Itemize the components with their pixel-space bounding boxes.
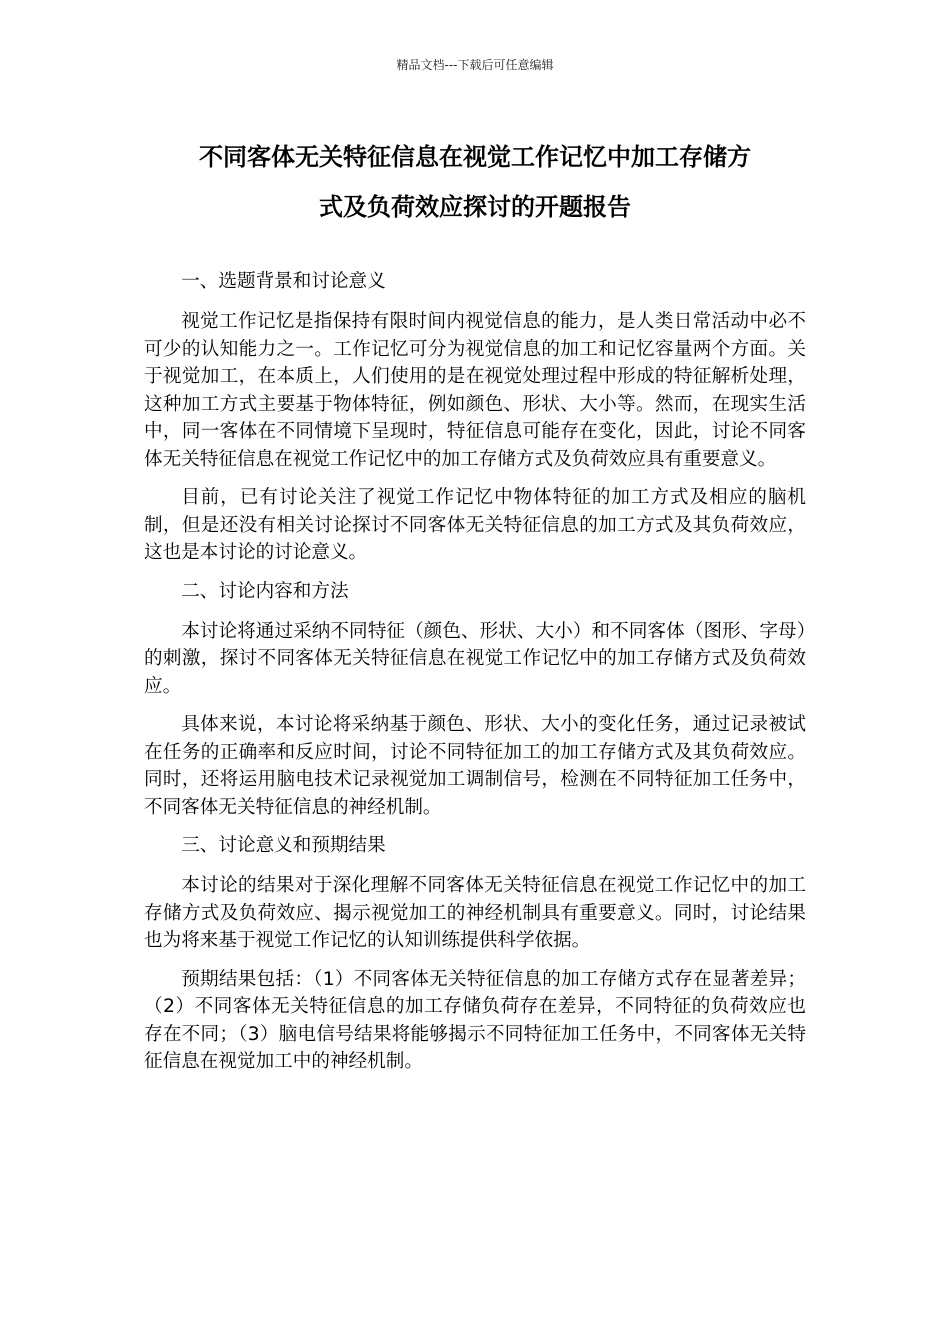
document-title xyxy=(120,132,830,232)
section-heading-significance-results: 三、讨论意义和预期结果 xyxy=(181,835,386,856)
section-heading-content-methods: 二、讨论内容和方法 xyxy=(181,580,349,602)
paragraph: 目前，已有讨论关注了视觉工作记忆中物体特征的加工方式及相应的脑机制，但是还没有相关讨论探讨不同客体无关特征信息的加工方式及其负荷效应，这也是本讨论的讨论意义。 xyxy=(144,487,806,563)
paragraph: 本讨论将通过采纳不同特征（颜色、形状、大小）和不同客体（图形、字母）的刺激，探讨不同客体无关特征信息在视觉工作记忆中的加工存储方式及负荷效应。 xyxy=(144,620,806,697)
title-line-2: 式及负荷效应探讨的开题报告 xyxy=(319,193,631,221)
paragraph: 预期结果包括：（1）不同客体无关特征信息的加工存储方式存在显著差异；（2）不同客体无关特征信息的加工存储负荷存在差异，不同特征的负荷效应也存在不同；（3）脑电信号结果将能够揭示不同特征加工任务中，不同客体无关特征信息在视觉加工中的神经机制。 xyxy=(144,968,806,1072)
paragraph: 具体来说，本讨论将采纳基于颜色、形状、大小的变化任务，通过记录被试在任务的正确率和反应时间，讨论不同特征加工的加工存储方式及其负荷效应。同时，还将运用脑电技术记录视觉加工调制信号，检测在不同特征加工任务中，不同客体无关特征信息的神经机制。 xyxy=(144,714,806,818)
paragraph: 本讨论的结果对于深化理解不同客体无关特征信息在视觉工作记忆中的加工存储方式及负荷效应、揭示视觉加工的神经机制具有重要意义。同时，讨论结果也为将来基于视觉工作记忆的认知训练提供科学依据。 xyxy=(144,875,806,951)
title-line-1: 不同客体无关特征信息在视觉工作记忆中加工存储方 xyxy=(199,143,751,171)
header-note: 精品文档---下载后可任意编辑 xyxy=(396,58,554,72)
document-body xyxy=(144,268,806,1087)
section-heading-background: 一、选题背景和讨论意义 xyxy=(181,271,386,292)
paragraph: 视觉工作记忆是指保持有限时间内视觉信息的能力，是人类日常活动中必不可少的认知能力之一。工作记忆可分为视觉信息的加工和记忆容量两个方面。关于视觉加工，在本质上，人们使用的是在视觉处理过程中形成的特征解析处理，这种加工方式主要基于物体特征，例如颜色、形状、大小等。然而，在现实生活中，同一客体在不同情境下呈现时，特征信息可能存在变化，因此，讨论不同客体无关特征信息在视觉工作记忆中的加工存储方式及负荷效应具有重要意义。 xyxy=(144,311,806,470)
